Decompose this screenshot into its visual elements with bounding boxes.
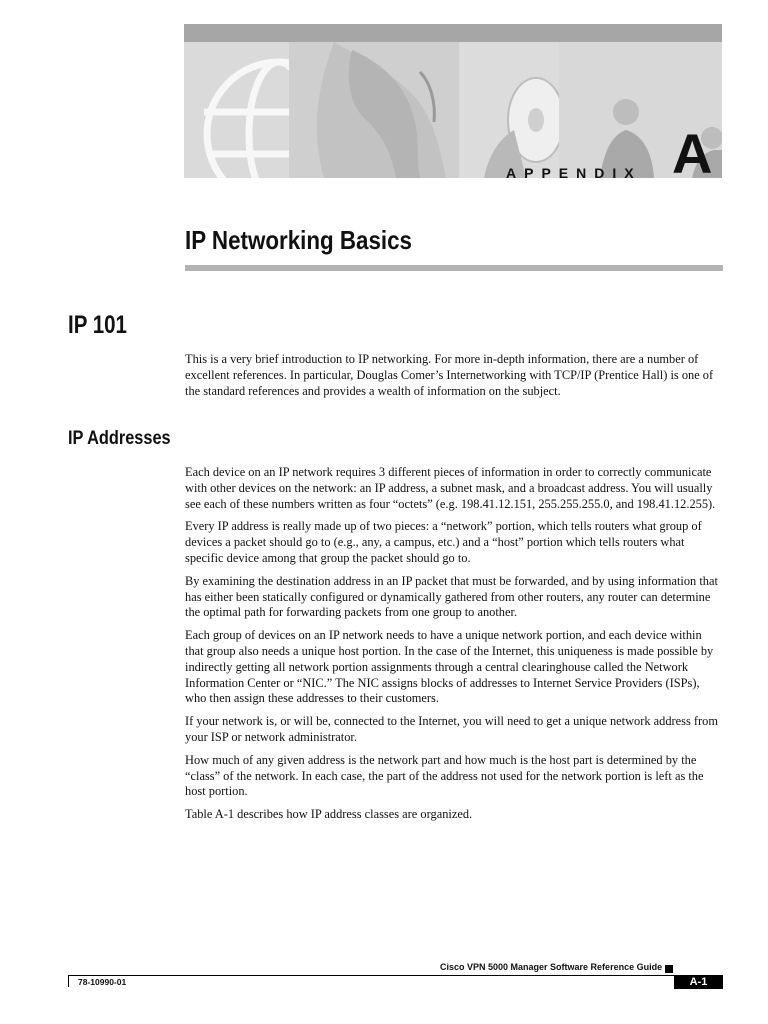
footer-marker [665,965,673,973]
paragraph: This is a very brief introduction to IP networking. For more in-depth information, there are a number of excellent references. In particular, Douglas Comer’s Internetworking with TCP/IP (Prentice Hall) is one of the standard references and provides a wealth of information on the subject. [185,352,714,398]
footer-tick [68,975,69,987]
paragraph: Every IP address is really made up of two pieces: a “network” portion, which tells routers what group of devices a packet should go to (e.g., any, a campus, etc.) and a “host” portion which tells routers what specific device among that group the packet should go to. [185,519,702,565]
footer-guide-title: Cisco VPN 5000 Manager Software Reference Guide [440,962,663,972]
paragraph: Each group of devices on an IP network needs to have a unique network portion, and each device within that group also needs a unique host portion. In the case of the Internet, this uniqueness is made possible by indirectly getting all network portion assignments through a central clearinghouse called the Network Information Center or “NIC.” The NIC assigns blocks of addresses to Internet Service Providers (ISPs), who then assign these addresses to their customers. [185,628,714,706]
section-ip-addresses-body [185,465,723,830]
paragraph: Table A-1 describes how IP address classes are organized. [185,807,473,822]
footer-doc-number: 78-10990-01 [78,977,127,987]
footer-rule [68,975,723,976]
paragraph: If your network is, or will be, connected to the Internet, you will need to get a unique network address from your ISP or network administrator. [185,714,718,744]
appendix-letter: A [672,122,713,185]
paragraph: How much of any given address is the network part and how much is the host part is determined by the “class” of the network. In each case, the part of the address not used for the network portion is left as the host portion. [185,752,704,799]
banner-top-strip [184,24,722,42]
section-heading-ip-101: IP 101 [68,311,127,339]
title-underline-rule [185,265,723,271]
header-banner-image [184,24,722,178]
section-ip-101-body [185,352,723,406]
paragraph: Each device on an IP network requires 3 different pieces of information in order to correctly communicate with other devices on the network: an IP address, a subnet mask, and a broadcast address. You will usually see each of these numbers written as four “octets” (e.g. 198.41.12.151, 255.255.255.0, and 198.41.12.255). [185,465,716,511]
banner-illustration [184,42,722,178]
chapter-title: IP Networking Basics [185,225,412,255]
page-number: A-1 [674,975,723,989]
section-heading-ip-addresses: IP Addresses [68,428,171,449]
appendix-label: APPENDIX [506,165,642,181]
paragraph: By examining the destination address in an IP packet that must be forwarded, and by using information that has either been statically configured or dynamically gathered from other routers, any router can determine the optimal path for forwarding packets from one group to another. [185,573,718,620]
